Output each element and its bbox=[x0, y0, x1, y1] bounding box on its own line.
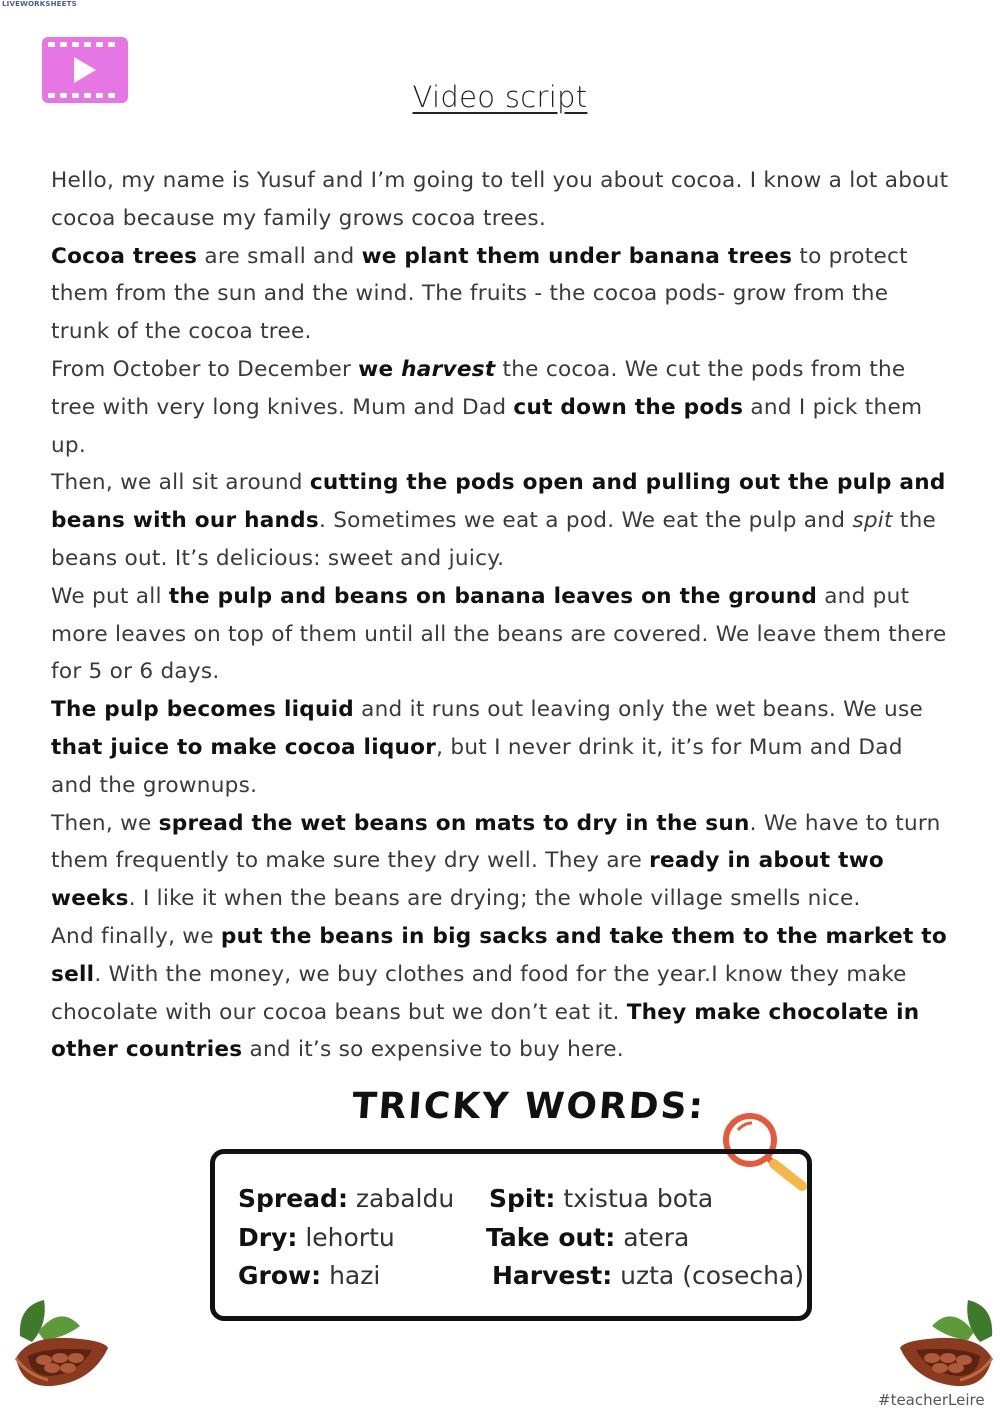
script-text-run: put the beans in big sacks and take them to the market to sell bbox=[51, 923, 947, 987]
script-text-run: and put more leaves on top of them until all the beans are covered. We leave them there for 5 or 6 days. bbox=[51, 583, 947, 685]
script-text-run: . I like it when the beans are drying; the whole village smells nice. bbox=[128, 886, 861, 912]
tricky-words-box bbox=[210, 1149, 812, 1321]
script-text-run: the pulp and beans on banana leaves on the ground bbox=[168, 583, 818, 609]
tricky-words-heading: TRICKY WORDS: bbox=[350, 1086, 707, 1127]
script-text-run: and it runs out leaving only the wet beans. We use bbox=[353, 697, 924, 723]
script-text-run: cutting the pods open and pulling out the pulp and beans with our hands bbox=[51, 470, 946, 534]
cocoa-pod-icon bbox=[8, 1296, 116, 1396]
script-text-run: Hello, my name is Yusuf and I’m going to tell you about cocoa. I know a lot about cocoa because my family grows cocoa trees. bbox=[51, 168, 949, 231]
script-text-run: . Sometimes we eat a pod. We eat the pulp and bbox=[318, 508, 853, 534]
script-text-run: we bbox=[358, 356, 402, 382]
word-dry: Dry: lehortu bbox=[238, 1223, 395, 1252]
script-paragraph bbox=[51, 464, 951, 577]
script-text-run: ready in about two weeks bbox=[51, 848, 885, 912]
script-text-run: We put all bbox=[51, 583, 169, 609]
script-paragraph bbox=[51, 805, 951, 918]
word-take-out: Take out: atera bbox=[486, 1223, 690, 1252]
script-paragraph bbox=[51, 238, 951, 351]
script-text-run: and it’s so expensive to buy here. bbox=[242, 1037, 624, 1063]
script-text-run: Then, we bbox=[51, 810, 159, 836]
script-text-run: cut down the pods bbox=[513, 394, 744, 420]
script-text-run: They make chocolate in other countries bbox=[51, 999, 920, 1063]
script-text-run: are small and bbox=[197, 243, 362, 269]
script-text-run: the cocoa. We cut the pods from the tree with very long knives. Mum and Dad bbox=[51, 356, 906, 420]
script-paragraph bbox=[51, 578, 951, 691]
script-text-run: . We have to turn them frequently to make sure they dry well. They are bbox=[51, 810, 941, 874]
word-grow: Grow: hazi bbox=[238, 1261, 381, 1290]
script-paragraph bbox=[51, 162, 951, 238]
script-text-run: and I pick them up. bbox=[51, 394, 923, 458]
script-text-run: From October to December bbox=[51, 356, 359, 382]
script-text-run: The pulp becomes liquid bbox=[51, 697, 354, 723]
footer-credit: #teacherLeire bbox=[878, 1391, 985, 1409]
word-harvest: Harvest: uzta (cosecha) bbox=[492, 1261, 805, 1290]
script-text-run: , but I never drink it, it’s for Mum and Dad and the grownups. bbox=[51, 734, 903, 798]
script-paragraph bbox=[51, 691, 951, 804]
word-spread: Spread: zabaldu bbox=[238, 1184, 455, 1213]
script-text-run: Cocoa trees bbox=[51, 243, 198, 269]
script-text-run: we plant them under banana trees bbox=[361, 243, 793, 269]
cocoa-pod-icon bbox=[896, 1296, 1000, 1396]
script-text-run: And finally, we bbox=[51, 923, 221, 949]
video-script-text bbox=[51, 162, 951, 1069]
script-text-run: . With the money, we buy clothes and food for the year.I know they make chocolate with our cocoa beans but we don’t eat it. bbox=[51, 961, 907, 1025]
script-text-run: spit bbox=[852, 508, 893, 534]
page-title: Video script bbox=[412, 80, 588, 114]
script-text-run: harvest bbox=[401, 356, 496, 382]
script-text-run: spread the wet beans on mats to dry in the sun bbox=[158, 810, 750, 836]
script-text-run: the beans out. It’s delicious: sweet and juicy. bbox=[51, 508, 937, 571]
script-paragraph bbox=[51, 351, 951, 464]
script-paragraph bbox=[51, 918, 951, 1069]
word-spit: Spit: txistua bota bbox=[489, 1184, 714, 1213]
script-text-run: that juice to make cocoa liquor bbox=[51, 734, 437, 760]
brand-logo: LIVEWORKSHEETS bbox=[2, 0, 77, 8]
script-text-run: Then, we all sit around bbox=[51, 470, 310, 496]
script-text-run: to protect them from the sun and the wind. The fruits - the cocoa pods- grow from the trunk of the cocoa tree. bbox=[51, 243, 908, 345]
